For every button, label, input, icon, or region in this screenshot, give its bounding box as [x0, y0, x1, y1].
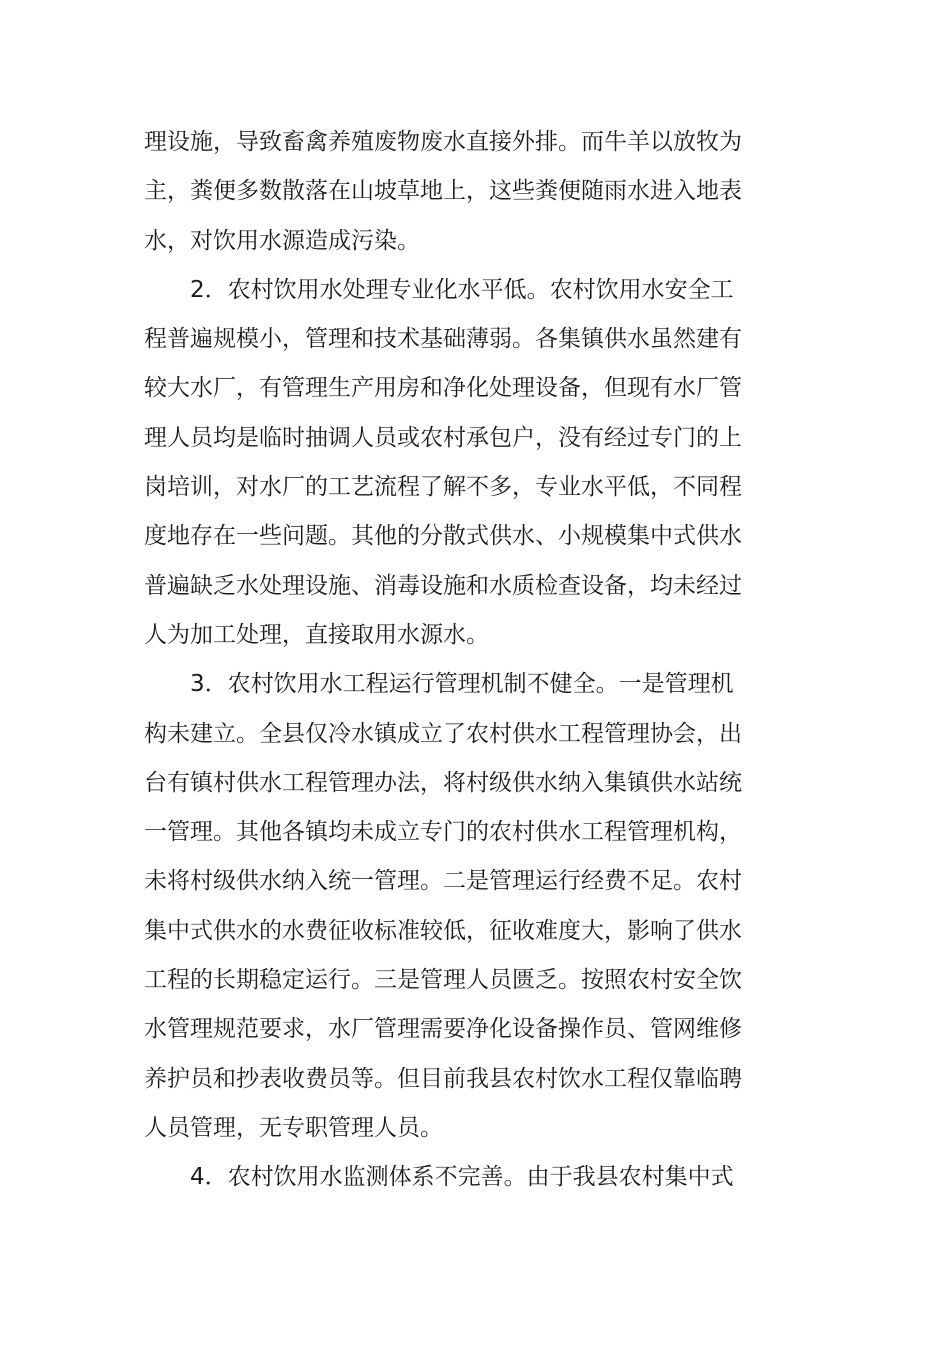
text-line: 理人员均是临时抽调人员或农村承包户，没有经过专门的上 — [144, 424, 742, 451]
text-line: 养护员和抄表收费员等。但目前我县农村饮水工程仅靠临聘 — [144, 1065, 742, 1092]
text-line: 理设施，导致畜禽养殖废物废水直接外排。而牛羊以放牧为 — [144, 129, 742, 155]
text-line: 未将村级供水纳入统一管理。二是管理运行经费不足。农村 — [144, 868, 742, 895]
text-line: 度地存在一些问题。其他的分散式供水、小规模集中式供水 — [144, 523, 742, 550]
text-line: 普遍缺乏水处理设施、消毒设施和水质检查设备，均未经过 — [144, 572, 742, 599]
text-line: 构未建立。全县仅冷水镇成立了农村供水工程管理协会，出 — [144, 720, 742, 747]
text-line: 主，粪便多数散落在山坡草地上，这些粪便随雨水进入地表 — [144, 178, 742, 205]
text-line: 岗培训，对水厂的工艺流程了解不多，专业水平低，不同程 — [144, 474, 742, 501]
paragraph-3-heading-line: 3．农村饮用水工程运行管理机制不健全。一是管理机 — [190, 671, 734, 698]
text-line: 人为加工处理，直接取用水源水。 — [144, 621, 489, 648]
text-line: 集中式供水的水费征收标准较低，征收难度大，影响了供水 — [144, 917, 742, 944]
text-line: 水，对饮用水源造成污染。 — [144, 227, 420, 254]
text-line: 工程的长期稳定运行。三是管理人员匮乏。按照农村安全饮 — [144, 967, 742, 994]
text-line: 台有镇村供水工程管理办法，将村级供水纳入集镇供水站统 — [144, 769, 742, 796]
paragraph-4-heading-line: 4．农村饮用水监测体系不完善。由于我县农村集中式 — [190, 1164, 734, 1191]
text-line: 程普遍规模小，管理和技术基础薄弱。各集镇供水虽然建有 — [144, 326, 742, 353]
text-line: 一管理。其他各镇均未成立专门的农村供水工程管理机构， — [144, 819, 742, 846]
paragraph-2-heading-line: 2．农村饮用水处理专业化水平低。农村饮用水安全工 — [190, 276, 734, 303]
text-line: 较大水厂，有管理生产用房和净化处理设备，但现有水厂管 — [144, 375, 742, 402]
body-text — [144, 118, 744, 1203]
text-line: 人员管理，无专职管理人员。 — [144, 1114, 443, 1141]
text-line: 水管理规范要求，水厂管理需要净化设备操作员、管网维修 — [144, 1016, 742, 1043]
